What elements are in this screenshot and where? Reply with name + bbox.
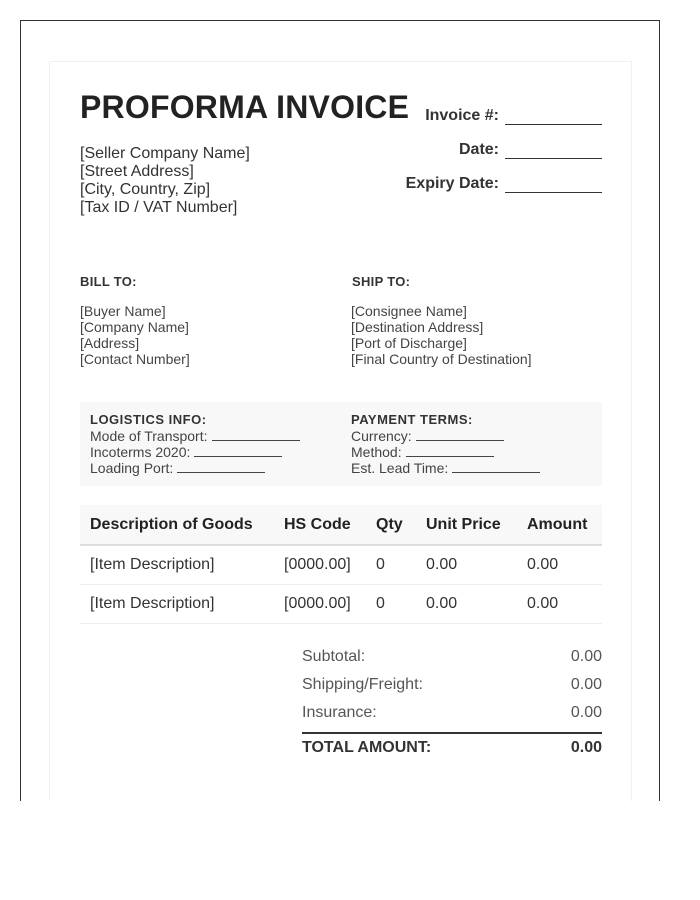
loading-port-label: Loading Port: (90, 460, 174, 476)
mode-of-transport-label: Mode of Transport: (90, 428, 208, 444)
shipping-label: Shipping/Freight: (302, 676, 423, 693)
destination-address: [Destination Address] (351, 319, 484, 335)
mode-of-transport-blank[interactable] (212, 428, 300, 441)
total-amount-row (302, 732, 602, 765)
seller-street-address: [Street Address] (80, 163, 194, 180)
qty-cell[interactable]: 0 (366, 585, 416, 624)
method-blank[interactable] (406, 444, 494, 457)
incoterms-label: Incoterms 2020: (90, 444, 191, 460)
subtotal-value: 0.00 (570, 648, 602, 665)
unit-price-cell[interactable]: 0.00 (416, 545, 517, 585)
logistics-payment-box (80, 402, 602, 486)
ship-to-heading: SHIP TO: (352, 274, 411, 289)
date-field (459, 141, 602, 159)
insurance-row (302, 702, 602, 730)
hs-code-cell[interactable]: [0000.00] (274, 585, 366, 624)
amount-cell: 0.00 (517, 545, 602, 585)
expiry-date-label: Expiry Date: (405, 175, 499, 192)
method-label: Method: (351, 444, 402, 460)
column-header-qty: Qty (366, 505, 416, 545)
item-description-cell[interactable]: [Item Description] (80, 545, 274, 585)
table-row (80, 545, 602, 585)
payment-terms (351, 412, 540, 476)
qty-cell[interactable]: 0 (366, 545, 416, 585)
column-header-description: Description of Goods (80, 505, 274, 545)
logistics-info-heading: LOGISTICS INFO: (90, 412, 207, 427)
method-row (351, 444, 540, 460)
currency-row (351, 428, 540, 444)
column-header-amount: Amount (517, 505, 602, 545)
mode-of-transport-row (90, 428, 300, 444)
currency-label: Currency: (351, 428, 412, 444)
currency-blank[interactable] (416, 428, 504, 441)
loading-port-blank[interactable] (177, 460, 265, 473)
incoterms-blank[interactable] (194, 444, 282, 457)
port-of-discharge: [Port of Discharge] (351, 335, 467, 351)
lead-time-label: Est. Lead Time: (351, 460, 449, 476)
invoice-number-blank[interactable] (505, 110, 602, 125)
item-description-cell[interactable]: [Item Description] (80, 585, 274, 624)
seller-city-country-zip: [City, Country, Zip] (80, 181, 211, 198)
totals-block (302, 646, 602, 765)
payment-terms-heading: PAYMENT TERMS: (351, 412, 473, 427)
expiry-date-blank[interactable] (505, 178, 602, 193)
consignee-name: [Consignee Name] (351, 303, 467, 319)
table-header-row (80, 505, 602, 545)
lead-time-row (351, 460, 540, 476)
ship-to-address (351, 303, 532, 367)
logistics-info (90, 412, 300, 476)
incoterms-row (90, 444, 300, 460)
shipping-row (302, 674, 602, 702)
buyer-address: [Address] (80, 335, 140, 351)
subtotal-row (302, 646, 602, 674)
column-header-hs-code: HS Code (274, 505, 366, 545)
invoice-number-field (425, 107, 602, 125)
subtotal-label: Subtotal: (302, 648, 366, 665)
buyer-name: [Buyer Name] (80, 303, 166, 319)
seller-company-name: [Seller Company Name] (80, 145, 250, 162)
insurance-value: 0.00 (570, 704, 602, 721)
expiry-date-field (406, 175, 602, 193)
buyer-contact-number: [Contact Number] (80, 351, 190, 367)
seller-address (80, 145, 250, 217)
unit-price-cell[interactable]: 0.00 (416, 585, 517, 624)
shipping-value: 0.00 (570, 676, 602, 693)
total-amount-value: 0.00 (570, 739, 602, 756)
amount-cell: 0.00 (517, 585, 602, 624)
bill-to-address (80, 303, 190, 367)
final-country-of-destination: [Final Country of Destination] (351, 351, 532, 367)
insurance-label: Insurance: (302, 704, 377, 721)
date-blank[interactable] (505, 144, 602, 159)
buyer-company-name: [Company Name] (80, 319, 189, 335)
seller-tax-id: [Tax ID / VAT Number] (80, 199, 238, 216)
bill-to-heading: BILL TO: (80, 274, 137, 289)
total-amount-label: TOTAL AMOUNT: (302, 739, 432, 756)
column-header-unit-price: Unit Price (416, 505, 517, 545)
invoice-number-label: Invoice #: (425, 107, 499, 124)
table-row (80, 585, 602, 624)
loading-port-row (90, 460, 300, 476)
page-title: PROFORMA INVOICE (80, 89, 410, 125)
date-label: Date: (458, 141, 499, 158)
items-table (80, 505, 602, 624)
hs-code-cell[interactable]: [0000.00] (274, 545, 366, 585)
lead-time-blank[interactable] (452, 460, 540, 473)
